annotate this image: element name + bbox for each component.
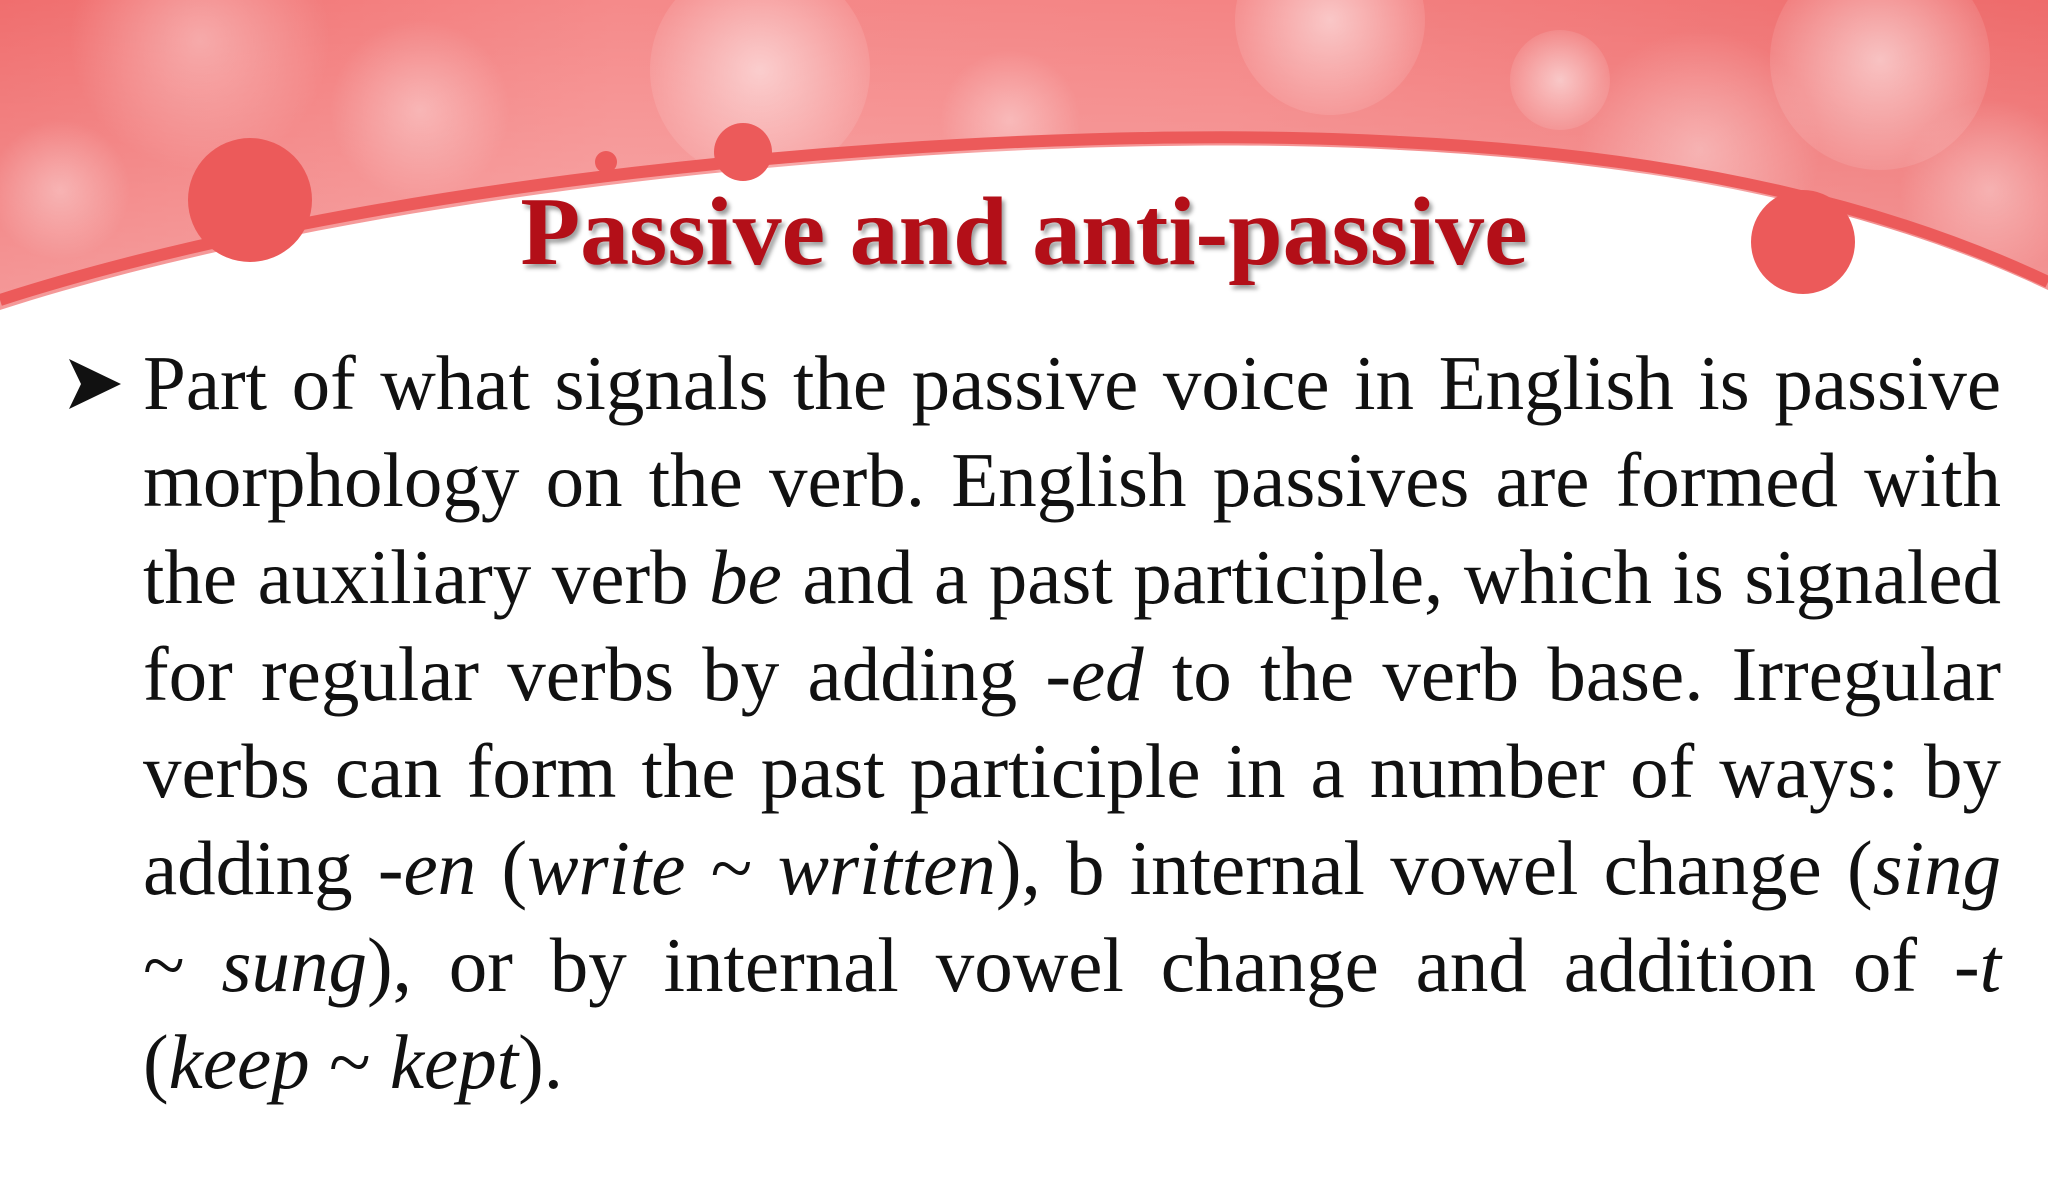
paragraph-text: ), b internal vowel change ( — [995, 825, 1873, 911]
paragraph-text: ( — [476, 825, 528, 911]
paragraph-text: Part of what signals the passive voice in English is passive morphology on the verb. English passives are formed with the auxiliary verb — [143, 340, 2001, 620]
paragraph-text: ~ — [685, 825, 778, 911]
italic-term: written — [777, 825, 996, 911]
paragraph-text: and a past participle, which is signaled for regular verbs by adding — [143, 534, 2001, 717]
paragraph-text: ), or by internal vowel change and addition of — [367, 922, 1954, 1008]
italic-term: keep — [168, 1019, 310, 1105]
italic-term: -ed — [1045, 631, 1144, 717]
italic-term: sing — [1872, 825, 2001, 911]
italic-term: be — [709, 534, 782, 620]
bullet-paragraph — [143, 335, 2001, 1111]
arrowhead-bullet-icon — [67, 355, 123, 413]
italic-term: kept — [389, 1019, 519, 1105]
italic-term: sung — [221, 922, 367, 1008]
slide-title: Passive and anti-passive — [520, 178, 1528, 286]
paragraph-text: to the verb base. Irregular verbs can form the past participle in a number of ways: by adding — [143, 631, 2001, 911]
bullet-item — [67, 335, 2007, 1111]
paragraph-text: ~ — [143, 922, 222, 1008]
italic-term: -t — [1953, 922, 2001, 1008]
paragraph-text: ). — [518, 1019, 564, 1105]
paragraph-text: ~ — [309, 1019, 390, 1105]
paragraph-text: ( — [143, 1019, 169, 1105]
italic-term: write — [527, 825, 686, 911]
italic-term: -en — [377, 825, 477, 911]
